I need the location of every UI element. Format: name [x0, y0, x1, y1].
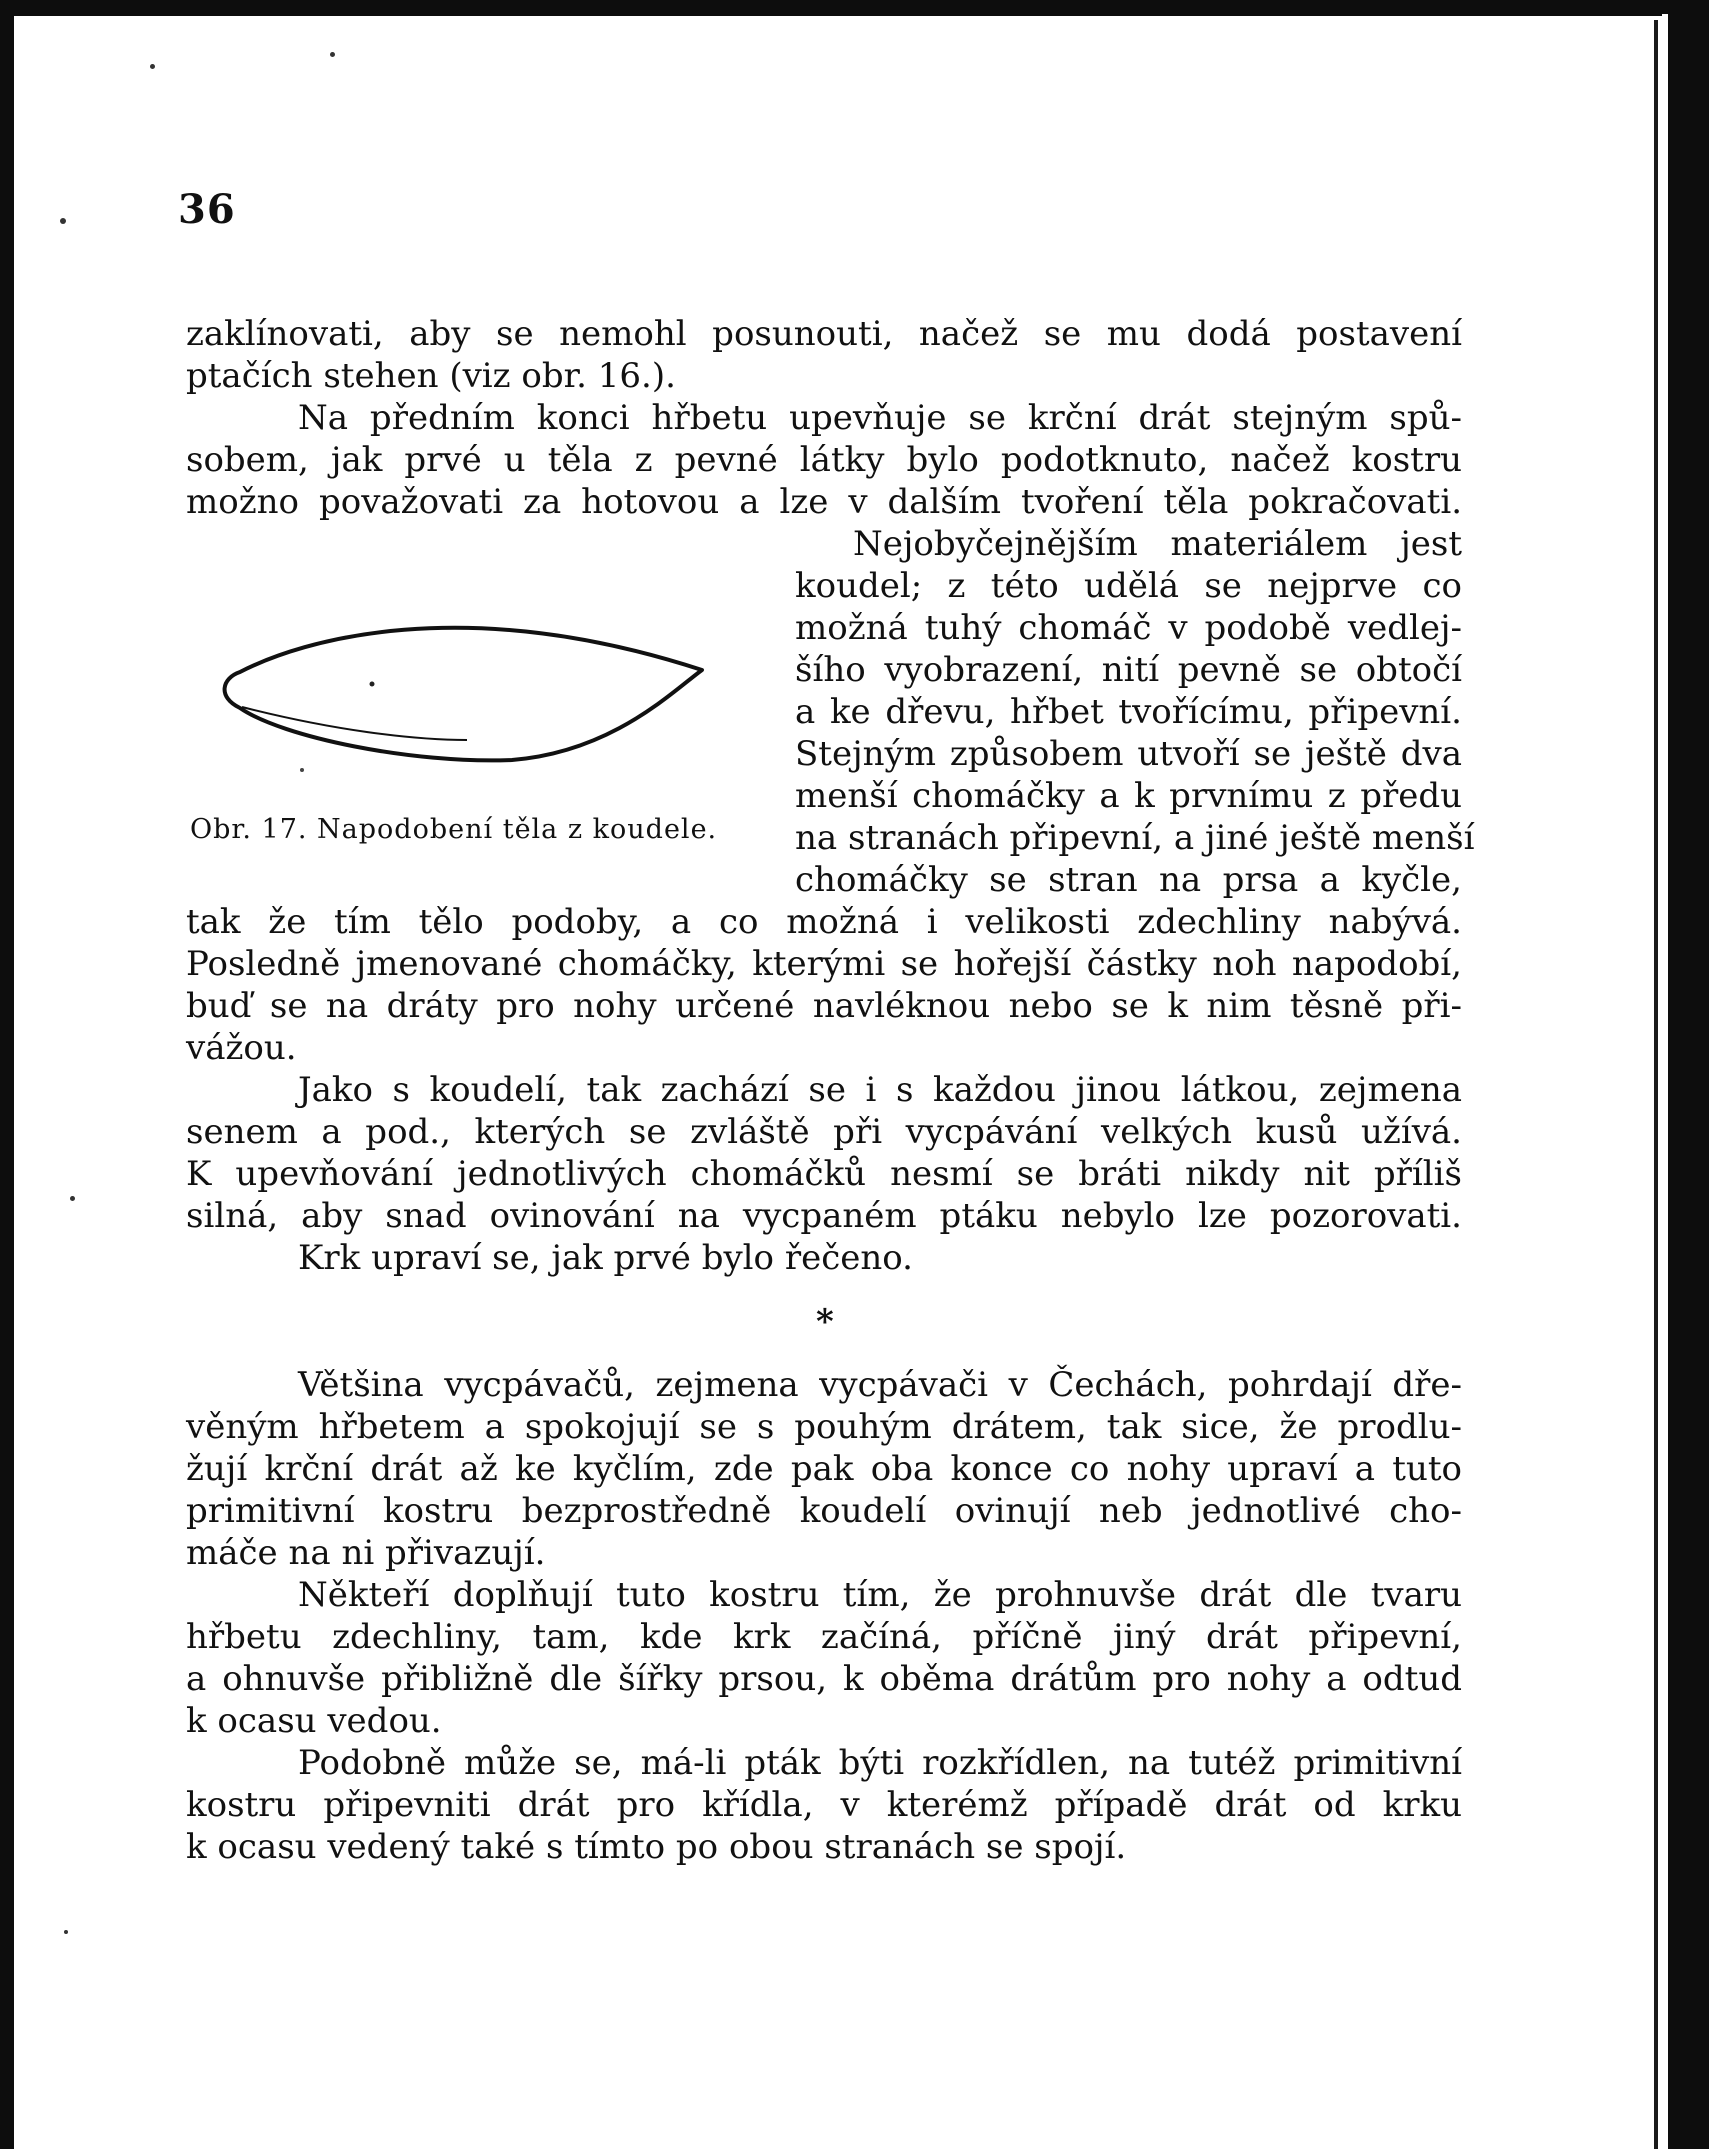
text-line: šího vyobrazení, nití pevně se obtočí — [795, 650, 1462, 690]
text-line: Nejobyčejnějším materiálem jest — [853, 524, 1462, 564]
tow-body-speck — [370, 682, 375, 687]
page-number: 36 — [178, 186, 236, 233]
text-line: vážou. — [186, 1028, 297, 1068]
text-line: menší chomáčky a k prvnímu z předu — [795, 776, 1462, 816]
text-line: chomáčky se stran na prsa a kyčle, — [795, 860, 1462, 900]
text-line: k ocasu vedou. — [186, 1701, 442, 1741]
text-line: máče na ni přivazují. — [186, 1533, 546, 1573]
scan-border-right — [1668, 0, 1709, 2149]
scan-speck — [330, 52, 335, 57]
paragraph-block-1 — [186, 313, 1462, 523]
paragraph-block-4 — [186, 1364, 1462, 1868]
text-line: Někteří doplňují tuto kostru tím, že prohnuvše drát dle tvaru — [298, 1575, 1462, 1615]
scan-border-top — [0, 0, 1709, 16]
scan-speck — [64, 1930, 68, 1934]
tow-body-figure — [212, 612, 712, 782]
text-line: možno považovati za hotovou a lze v dalším tvoření těla pokračovati. — [186, 482, 1462, 522]
text-line: hřbetu zdechliny, tam, kde krk začíná, příčně jiný drát připevní, — [186, 1617, 1462, 1657]
scan-speck — [70, 1196, 75, 1201]
text-line: Posledně jmenované chomáčky, kterými se hořejší částky noh napodobí, — [186, 944, 1462, 984]
text-line: zaklínovati, aby se nemohl posunouti, načež se mu dodá postavení — [186, 314, 1462, 354]
paragraph-block-2 — [795, 523, 1475, 901]
text-line: K upevňování jednotlivých chomáčků nesmí se bráti nikdy nit příliš — [186, 1154, 1462, 1194]
scan-border-right-line — [1654, 20, 1658, 2149]
text-line: a ke dřevu, hřbet tvořícímu, připevní. — [795, 692, 1462, 732]
text-line: Stejným způsobem utvoří se ještě dva — [795, 734, 1462, 774]
text-line: Většina vycpávačů, zejmena vycpávači v Čechách, pohrdají dře- — [298, 1365, 1462, 1405]
text-line: a ohnuvše přibližně dle šířky prsou, k oběma drátům pro nohy a odtud — [186, 1659, 1462, 1699]
text-line: Na předním konci hřbetu upevňuje se krční drát stejným spů- — [298, 398, 1462, 438]
text-line: primitivní kostru bezprostředně koudelí ovinují neb jednotlivé cho- — [186, 1491, 1462, 1531]
scan-speck — [150, 64, 155, 69]
scan-speck — [60, 218, 66, 224]
text-line: sobem, jak prvé u těla z pevné látky bylo podotknuto, načež kostru — [186, 440, 1462, 480]
text-line: Podobně může se, má-li pták býti rozkřídlen, na tutéž primitivní — [298, 1743, 1462, 1783]
text-line: senem a pod., kterých se zvláště při vycpávání velkých kusů užívá. — [186, 1112, 1462, 1152]
text-line: žují krční drát až ke kyčlím, zde pak oba konce co nohy upraví a tuto — [186, 1449, 1462, 1489]
section-separator: * — [816, 1302, 834, 1342]
text-line: k ocasu vedený také s tímto po obou stranách se spojí. — [186, 1827, 1127, 1867]
text-line: koudel; z této udělá se nejprve co — [795, 566, 1462, 606]
text-line: ptačích stehen (viz obr. 16.). — [186, 356, 676, 396]
scan-border-left — [0, 0, 14, 2149]
text-line: Jako s koudelí, tak zachází se i s každou jinou látkou, zejmena — [298, 1070, 1462, 1110]
text-line: možná tuhý chomáč v podobě vedlej- — [795, 608, 1462, 648]
text-line: Krk upraví se, jak prvé bylo řečeno. — [298, 1238, 913, 1278]
scan-border-right-gap — [1662, 14, 1668, 2149]
text-line: tak že tím tělo podoby, a co možná i velikosti zdechliny nabývá. — [186, 902, 1462, 942]
tow-body-speck — [300, 768, 304, 772]
figure-caption: Obr. 17. Napodobení těla z koudele. — [190, 814, 718, 845]
paragraph-block-3 — [186, 901, 1462, 1279]
text-line: věným hřbetem a spokojují se s pouhým drátem, tak sice, že prodlu- — [186, 1407, 1462, 1447]
text-line: na stranách připevní, a jiné ještě menší — [795, 818, 1475, 858]
text-line: buď se na dráty pro nohy určené navléknou nebo se k nim těsně při- — [186, 986, 1462, 1026]
text-line: silná, aby snad ovinování na vycpaném ptáku nebylo lze pozorovati. — [186, 1196, 1462, 1236]
text-line: kostru připevniti drát pro křídla, v kterémž případě drát od krku — [186, 1785, 1462, 1825]
